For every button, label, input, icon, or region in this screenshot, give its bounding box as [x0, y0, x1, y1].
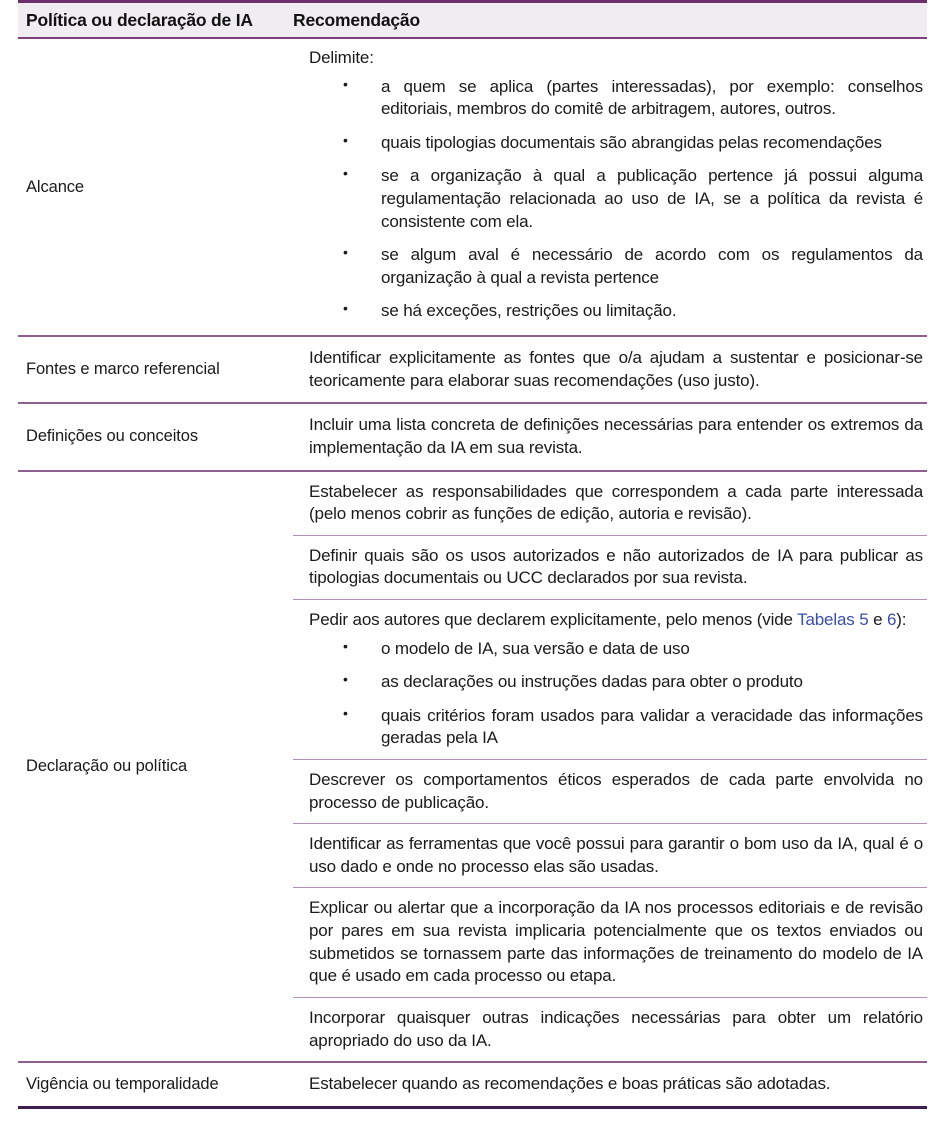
table-header-row: [18, 0, 927, 39]
row-content-alcance: [293, 39, 927, 335]
row-content-declaracao: [293, 472, 927, 1062]
declaracao-sub-block: [293, 824, 927, 888]
list-item: • se há exceções, restrições ou limitação.: [309, 300, 923, 323]
declaracao-sub-block: [293, 472, 927, 536]
table-row: [18, 337, 927, 404]
row-label-fontes: Fontes e marco referencial: [26, 360, 220, 379]
list-item: • a quem se aplica (partes interessadas), por exemplo: conselhos editoriais, membros do comitê de arbitragem, autores, outros.: [309, 76, 923, 121]
vigencia-text: Estabelecer quando as recomendações e boas práticas são adotadas.: [309, 1074, 831, 1094]
row-label-alcance: Alcance: [26, 177, 85, 196]
declaracao-explicar-text: Explicar ou alertar que a incorporação da IA nos processos editoriais e de revisão por pares em sua revista implicaria potencialmente que os textos enviados ou submetidos se tornassem parte das informações de treinamento do modelo de IA que é usado em cada processo ou etapa.: [309, 898, 923, 986]
declaracao-incorporar-text: Incorporar quaisquer outras indicações necessárias para obter um relatório apropriado do uso da IA.: [309, 1007, 923, 1050]
declaracao-bullet-list: [309, 638, 923, 750]
list-item: • quais tipologias documentais são abrangidas pelas recomendações: [309, 132, 923, 155]
table-row: [18, 1063, 927, 1109]
row-content-fontes: [293, 337, 927, 402]
declaracao-usos-text: Definir quais são os usos autorizados e não autorizados de IA para publicar as tipologias documentais ou UCC declarados por sua revista.: [309, 545, 923, 588]
list-item: • se algum aval é necessário de acordo com os regulamentos da organização à qual a revista pertence: [309, 244, 923, 289]
declaracao-sub-block: [293, 760, 927, 824]
list-item: • o modelo de IA, sua versão e data de uso: [309, 638, 923, 661]
link-tabela-6[interactable]: 6: [886, 609, 897, 629]
declaracao-sub-block: [293, 600, 927, 760]
pedir-text-pre: Pedir aos autores que declarem explicitamente, pelo menos (vide: [309, 609, 798, 629]
alcance-bullet-list: [309, 76, 923, 323]
row-content-definicoes: [293, 404, 927, 469]
list-item: • se a organização à qual a publicação pertence já possui alguma regulamentação relacionada ao uso de IA, se a política da revista é consistente com ela.: [309, 165, 923, 233]
row-label-declaracao: Declaração ou política: [26, 756, 188, 775]
declaracao-ferramentas-text: Identificar as ferramentas que você possui para garantir o bom uso da IA, qual é o uso dado e onde no processo elas são usadas.: [309, 834, 923, 876]
declaracao-pedir-intro: [309, 609, 923, 632]
column-header-policy: Política ou declaração de IA: [26, 9, 253, 30]
row-label-definicoes: Definições ou conceitos: [26, 427, 198, 446]
declaracao-comportamentos-text: Descrever os comportamentos éticos esperados de cada parte envolvida no processo de publicação.: [309, 770, 923, 812]
table-row: [18, 39, 927, 337]
declaracao-sub-block: [293, 888, 927, 997]
declaracao-responsabilidades-text: Estabelecer as responsabilidades que correspondem a cada parte interessada (pelo menos cobrir as funções de edição, autoria e revisão).: [309, 481, 923, 524]
column-header-recommendation: Recomendação: [293, 9, 420, 30]
link-tabela-5[interactable]: Tabelas 5: [797, 609, 869, 629]
table-row: [18, 472, 927, 1064]
alcance-intro: Delimite:: [309, 48, 374, 67]
declaracao-sub-block: [293, 536, 927, 600]
definicoes-text: Incluir uma lista concreta de definições necessárias para entender os extremos da implementação da IA em sua revista.: [309, 415, 923, 457]
table-row: [18, 404, 927, 471]
list-item: • as declarações ou instruções dadas para obter o produto: [309, 671, 923, 694]
row-content-vigencia: [293, 1063, 927, 1106]
pedir-text-mid: e: [868, 609, 887, 629]
fontes-text: Identificar explicitamente as fontes que o/a ajudam a sustentar e posicionar-se teoricamente para elaborar suas recomendações (uso justo).: [309, 348, 923, 390]
row-label-vigencia: Vigência ou temporalidade: [26, 1074, 219, 1093]
list-item: • quais critérios foram usados para validar a veracidade das informações geradas pela IA: [309, 705, 923, 750]
declaracao-sub-block: [293, 998, 927, 1061]
pedir-text-post: ):: [896, 609, 907, 629]
